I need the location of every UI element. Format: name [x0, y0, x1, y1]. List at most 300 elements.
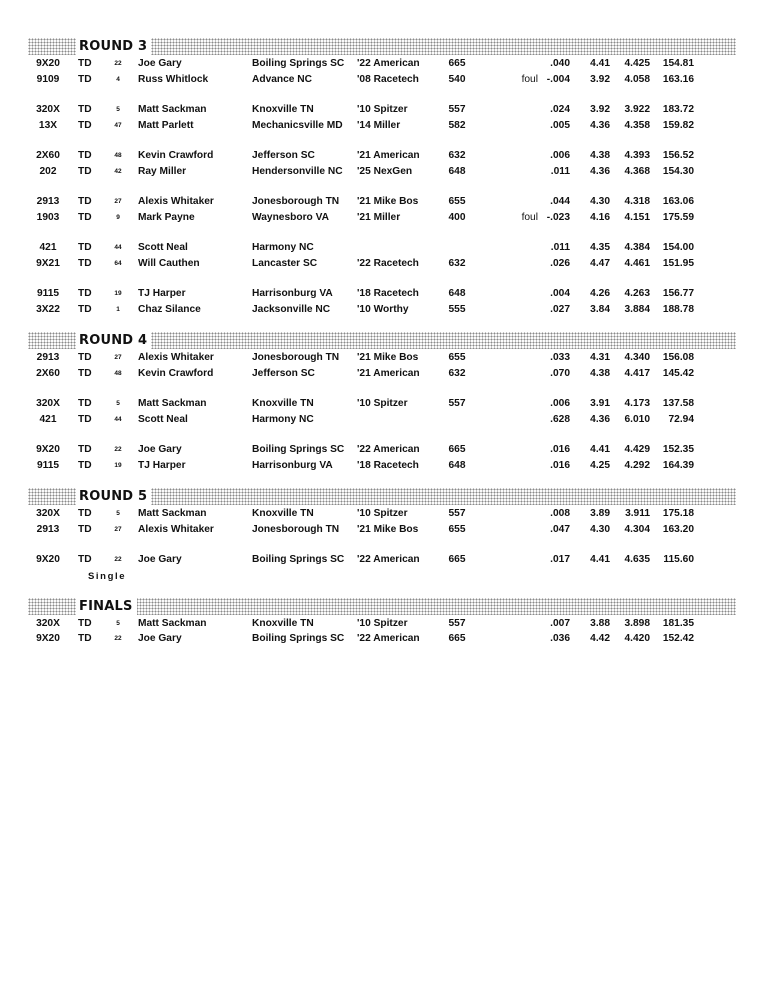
- elapsed-time: 4.384: [624, 242, 650, 253]
- chassis: '25 NexGen: [357, 165, 413, 177]
- cubic-inches: 582: [448, 119, 466, 131]
- round-header-banner: [28, 488, 736, 505]
- race-pairing: [0, 350, 768, 381]
- reaction-time: .008: [550, 508, 570, 519]
- trap-speed: 145.42: [662, 367, 694, 379]
- reaction-time: .044: [550, 196, 570, 207]
- result-row: [0, 442, 768, 458]
- car-number: 2X60: [36, 367, 60, 379]
- entry-number: 47: [114, 121, 122, 129]
- reaction-time: .026: [550, 257, 570, 269]
- round-section: [0, 38, 768, 317]
- cubic-inches: 540: [448, 73, 466, 85]
- reaction-time: .017: [550, 554, 570, 565]
- driver-name: Scott Neal: [138, 413, 188, 425]
- driver-name: Alexis Whitaker: [138, 196, 214, 207]
- result-row: [0, 210, 768, 226]
- trap-speed: 154.81: [662, 58, 694, 69]
- reaction-time: .040: [550, 58, 570, 69]
- sixty-foot-time: 3.89: [590, 508, 610, 519]
- cubic-inches: 632: [448, 257, 466, 269]
- sixty-foot-time: 4.41: [590, 58, 610, 69]
- result-row: [0, 396, 768, 412]
- trap-speed: 188.78: [662, 303, 694, 315]
- result-row: [0, 506, 768, 522]
- class-code: TD: [78, 352, 92, 363]
- class-code: TD: [78, 104, 92, 115]
- round-title: FINALS: [76, 598, 137, 615]
- car-number: 13X: [38, 119, 58, 131]
- hometown: Harrisonburg VA: [252, 288, 333, 299]
- elapsed-time: 4.304: [624, 523, 650, 535]
- sixty-foot-time: 3.91: [590, 398, 610, 409]
- round-section: [0, 488, 768, 598]
- sixty-foot-time: 4.36: [590, 413, 610, 425]
- trap-speed: 183.72: [662, 104, 694, 115]
- chassis: '08 Racetech: [357, 73, 419, 85]
- cubic-inches: 648: [448, 165, 466, 177]
- entry-number: 64: [114, 259, 122, 267]
- class-code: TD: [78, 508, 92, 519]
- chassis: '21 Mike Bos: [357, 352, 419, 363]
- race-pairing: [0, 240, 768, 271]
- cubic-inches: 632: [448, 150, 466, 161]
- result-row: [0, 240, 768, 256]
- class-code: TD: [78, 413, 92, 425]
- trap-speed: 152.35: [662, 444, 694, 455]
- round-title: ROUND 3: [76, 38, 151, 55]
- chassis: '14 Miller: [357, 119, 401, 131]
- hometown: Jefferson SC: [252, 367, 315, 379]
- car-number: 421: [39, 413, 57, 425]
- car-number: 1903: [36, 211, 60, 223]
- class-code: TD: [78, 444, 92, 455]
- driver-name: Matt Sackman: [138, 508, 207, 519]
- entry-number: 44: [114, 415, 122, 423]
- cubic-inches: 655: [448, 352, 466, 363]
- reaction-time: .047: [550, 523, 570, 535]
- sixty-foot-time: 4.42: [590, 633, 610, 644]
- driver-name: Matt Sackman: [138, 398, 207, 409]
- elapsed-time: 4.429: [624, 444, 650, 455]
- elapsed-time: 3.922: [624, 104, 650, 115]
- reaction-time: .007: [550, 617, 570, 629]
- result-row: [0, 256, 768, 272]
- hometown: Boiling Springs SC: [252, 554, 345, 565]
- result-row: [0, 102, 768, 118]
- trap-speed: 159.82: [662, 119, 694, 131]
- reaction-time: -.023: [546, 211, 570, 223]
- sixty-foot-time: 4.38: [590, 150, 610, 161]
- sixty-foot-time: 3.88: [590, 617, 610, 629]
- class-code: TD: [78, 211, 92, 223]
- result-row: [0, 522, 768, 538]
- cubic-inches: 648: [448, 288, 466, 299]
- driver-name: Will Cauthen: [138, 257, 200, 269]
- driver-name: TJ Harper: [138, 459, 186, 471]
- sixty-foot-time: 4.47: [590, 257, 610, 269]
- driver-name: Mark Payne: [138, 211, 195, 223]
- entry-number: 22: [114, 446, 122, 453]
- hometown: Mechanicsville MD: [252, 119, 343, 131]
- car-number: 9X20: [36, 633, 60, 644]
- result-row: [0, 552, 768, 568]
- class-code: TD: [78, 58, 92, 69]
- cubic-inches: 400: [448, 211, 466, 223]
- driver-name: Alexis Whitaker: [138, 523, 214, 535]
- driver-name: Matt Sackman: [138, 617, 207, 629]
- hometown: Waynesboro VA: [252, 211, 329, 223]
- elapsed-time: 4.151: [624, 211, 650, 223]
- hometown: Boiling Springs SC: [252, 58, 345, 69]
- result-row: [0, 458, 768, 474]
- cubic-inches: 557: [448, 617, 466, 629]
- trap-speed: 163.16: [662, 73, 694, 85]
- result-row: [0, 366, 768, 382]
- car-number: 320X: [36, 617, 60, 629]
- hometown: Knoxville TN: [252, 398, 314, 409]
- race-pairing: [0, 148, 768, 179]
- class-code: TD: [78, 367, 92, 379]
- cubic-inches: 632: [448, 367, 466, 379]
- trap-speed: 164.39: [662, 459, 694, 471]
- car-number: 320X: [36, 398, 60, 409]
- car-number: 9115: [36, 459, 60, 471]
- result-row: [0, 302, 768, 318]
- elapsed-time: 4.368: [624, 165, 650, 177]
- entry-number: 44: [114, 244, 122, 251]
- entry-number: 48: [114, 369, 122, 377]
- trap-speed: 175.18: [662, 508, 694, 519]
- hometown: Harrisonburg VA: [252, 459, 333, 471]
- class-code: TD: [78, 242, 92, 253]
- car-number: 2913: [36, 196, 60, 207]
- chassis: '22 American: [357, 554, 420, 565]
- driver-name: Russ Whitlock: [138, 73, 209, 85]
- chassis: '10 Worthy: [357, 303, 409, 315]
- trap-speed: 151.95: [662, 257, 694, 269]
- foul-flag: foul: [521, 73, 538, 85]
- car-number: 320X: [36, 104, 60, 115]
- reaction-time: .006: [550, 398, 570, 409]
- entry-number: 27: [114, 354, 122, 361]
- hometown: Harmony NC: [252, 413, 314, 425]
- chassis: '10 Spitzer: [357, 617, 408, 629]
- trap-speed: 156.08: [662, 352, 694, 363]
- hometown: Jacksonville NC: [252, 303, 331, 315]
- class-code: TD: [78, 165, 92, 177]
- elapsed-time: 3.884: [624, 303, 650, 315]
- sixty-foot-time: 4.35: [590, 242, 610, 253]
- hometown: Harmony NC: [252, 242, 314, 253]
- class-code: TD: [78, 73, 92, 85]
- entry-number: 27: [114, 198, 122, 205]
- hometown: Jonesborough TN: [252, 196, 340, 207]
- car-number: 2913: [36, 352, 60, 363]
- driver-name: Kevin Crawford: [138, 367, 214, 379]
- elapsed-time: 4.173: [624, 398, 650, 409]
- round-section: [0, 598, 768, 647]
- round-header-banner: [28, 332, 736, 349]
- sixty-foot-time: 4.36: [590, 119, 610, 131]
- trap-speed: 72.94: [668, 413, 694, 425]
- driver-name: TJ Harper: [138, 288, 186, 299]
- sixty-foot-time: 4.25: [590, 459, 610, 471]
- reaction-time: -.004: [546, 73, 570, 85]
- class-code: TD: [78, 196, 92, 207]
- race-pairing: [0, 442, 768, 473]
- round-section: [0, 332, 768, 473]
- entry-number: 19: [114, 290, 122, 297]
- result-row: [0, 412, 768, 428]
- result-row: [0, 148, 768, 164]
- chassis: '22 American: [357, 633, 420, 644]
- entry-number: 4: [116, 75, 120, 83]
- race-pairing: [0, 506, 768, 537]
- car-number: 9109: [36, 73, 60, 85]
- class-code: TD: [78, 119, 92, 131]
- entry-number: 19: [114, 461, 122, 469]
- elapsed-time: 4.425: [624, 58, 650, 69]
- driver-name: Matt Parlett: [138, 119, 194, 131]
- elapsed-time: 4.417: [624, 367, 650, 379]
- class-code: TD: [78, 459, 92, 471]
- reaction-time: .027: [550, 303, 570, 315]
- car-number: 421: [39, 242, 57, 253]
- elapsed-time: 4.635: [624, 554, 650, 565]
- elapsed-time: 4.461: [624, 257, 650, 269]
- chassis: '22 American: [357, 444, 420, 455]
- trap-speed: 137.58: [662, 398, 694, 409]
- chassis: '22 American: [357, 58, 420, 69]
- class-code: TD: [78, 554, 92, 565]
- elapsed-time: 4.358: [624, 119, 650, 131]
- reaction-time: .024: [550, 104, 570, 115]
- reaction-time: .016: [550, 444, 570, 455]
- hometown: Advance NC: [252, 73, 313, 85]
- sixty-foot-time: 4.41: [590, 444, 610, 455]
- car-number: 2X60: [36, 150, 60, 161]
- elapsed-time: 3.911: [625, 508, 650, 519]
- race-pairing: [0, 396, 768, 427]
- driver-name: Joe Gary: [138, 444, 182, 455]
- entry-number: 48: [114, 152, 122, 159]
- class-code: TD: [78, 288, 92, 299]
- car-number: 3X22: [36, 303, 60, 315]
- race-pairing: [0, 616, 768, 647]
- cubic-inches: 665: [448, 58, 466, 69]
- result-row: [0, 616, 768, 632]
- cubic-inches: 557: [448, 104, 466, 115]
- chassis: '10 Spitzer: [357, 398, 408, 409]
- class-code: TD: [78, 257, 92, 269]
- cubic-inches: 655: [448, 196, 466, 207]
- hometown: Knoxville TN: [252, 104, 314, 115]
- elapsed-time: 3.898: [624, 617, 650, 629]
- driver-name: Scott Neal: [138, 242, 188, 253]
- result-row: [0, 118, 768, 134]
- hometown: Boiling Springs SC: [252, 444, 345, 455]
- class-code: TD: [78, 617, 92, 629]
- reaction-time: .628: [550, 413, 570, 425]
- entry-number: 22: [114, 635, 122, 642]
- trap-speed: 163.06: [662, 196, 694, 207]
- driver-name: Matt Sackman: [138, 104, 207, 115]
- hometown: Knoxville TN: [252, 508, 314, 519]
- elapsed-time: 4.393: [624, 150, 650, 161]
- class-code: TD: [78, 150, 92, 161]
- single-run-label: Single: [88, 570, 127, 582]
- chassis: '18 Racetech: [357, 288, 419, 299]
- trap-speed: 154.00: [662, 242, 694, 253]
- trap-speed: 152.42: [662, 633, 694, 644]
- car-number: 9X20: [36, 444, 60, 455]
- cubic-inches: 665: [448, 444, 466, 455]
- result-row: [0, 194, 768, 210]
- result-row: [0, 350, 768, 366]
- sixty-foot-time: 4.38: [590, 367, 610, 379]
- car-number: 2913: [36, 523, 60, 535]
- elapsed-time: 4.263: [624, 288, 650, 299]
- hometown: Boiling Springs SC: [252, 633, 345, 644]
- cubic-inches: 557: [448, 398, 466, 409]
- reaction-time: .004: [550, 288, 570, 299]
- reaction-time: .006: [550, 150, 570, 161]
- driver-name: Joe Gary: [138, 554, 182, 565]
- sixty-foot-time: 3.92: [590, 104, 610, 115]
- round-header-banner: [28, 38, 736, 55]
- reaction-time: .036: [550, 633, 570, 644]
- reaction-time: .011: [550, 165, 570, 177]
- entry-number: 22: [114, 556, 122, 563]
- sixty-foot-time: 4.26: [590, 288, 610, 299]
- result-row: [0, 164, 768, 180]
- race-pairing: [0, 102, 768, 133]
- cubic-inches: 655: [448, 523, 466, 535]
- trap-speed: 181.35: [662, 617, 694, 629]
- car-number: 9115: [36, 288, 60, 299]
- trap-speed: 163.20: [662, 523, 694, 535]
- car-number: 320X: [36, 508, 60, 519]
- class-code: TD: [78, 633, 92, 644]
- chassis: '21 American: [357, 367, 420, 379]
- entry-number: 42: [114, 167, 122, 175]
- entry-number: 9: [116, 213, 120, 221]
- sixty-foot-time: 4.31: [590, 352, 610, 363]
- hometown: Hendersonville NC: [252, 165, 343, 177]
- hometown: Jonesborough TN: [252, 352, 340, 363]
- result-row: [0, 56, 768, 72]
- elapsed-time: 4.318: [624, 196, 650, 207]
- sixty-foot-time: 4.30: [590, 523, 610, 535]
- trap-speed: 115.60: [663, 554, 694, 565]
- driver-name: Chaz Silance: [138, 303, 201, 315]
- entry-number: 5: [116, 510, 120, 517]
- chassis: '10 Spitzer: [357, 104, 408, 115]
- class-code: TD: [78, 398, 92, 409]
- hometown: Jonesborough TN: [252, 523, 340, 535]
- result-row: [0, 631, 768, 647]
- round-title: ROUND 4: [76, 332, 151, 349]
- foul-flag: foul: [521, 211, 538, 223]
- chassis: '18 Racetech: [357, 459, 419, 471]
- result-row: [0, 72, 768, 88]
- elapsed-time: 4.340: [624, 352, 650, 363]
- entry-number: 5: [116, 400, 120, 407]
- elapsed-time: 4.058: [624, 73, 650, 85]
- car-number: 9X20: [36, 554, 60, 565]
- trap-speed: 175.59: [662, 211, 694, 223]
- sixty-foot-time: 4.30: [590, 196, 610, 207]
- reaction-time: .005: [550, 119, 570, 131]
- hometown: Knoxville TN: [252, 617, 314, 629]
- cubic-inches: 555: [448, 303, 466, 315]
- driver-name: Alexis Whitaker: [138, 352, 214, 363]
- sixty-foot-time: 4.16: [590, 211, 610, 223]
- race-pairing: [0, 286, 768, 317]
- cubic-inches: 557: [448, 508, 466, 519]
- round-title: ROUND 5: [76, 488, 151, 505]
- chassis: '21 Miller: [357, 211, 401, 223]
- trap-speed: 154.30: [662, 165, 694, 177]
- entry-number: 27: [114, 525, 122, 533]
- sixty-foot-time: 4.36: [590, 165, 610, 177]
- car-number: 202: [39, 165, 57, 177]
- result-row: [0, 286, 768, 302]
- race-pairing: [0, 56, 768, 87]
- trap-speed: 156.52: [662, 150, 694, 161]
- cubic-inches: 648: [448, 459, 466, 471]
- round-header-banner: [28, 598, 736, 615]
- race-pairing: [0, 194, 768, 225]
- elapsed-time: 6.010: [624, 413, 650, 425]
- chassis: '10 Spitzer: [357, 508, 408, 519]
- entry-number: 1: [116, 305, 120, 313]
- entry-number: 5: [116, 106, 120, 113]
- reaction-time: .070: [550, 367, 570, 379]
- sixty-foot-time: 3.84: [590, 303, 610, 315]
- cubic-inches: 665: [448, 633, 466, 644]
- elapsed-time: 4.292: [624, 459, 650, 471]
- hometown: Jefferson SC: [252, 150, 315, 161]
- reaction-time: .016: [550, 459, 570, 471]
- cubic-inches: 665: [448, 554, 466, 565]
- chassis: '21 American: [357, 150, 420, 161]
- chassis: '21 Mike Bos: [357, 523, 419, 535]
- sixty-foot-time: 3.92: [590, 73, 610, 85]
- chassis: '22 Racetech: [357, 257, 419, 269]
- entry-number: 5: [116, 619, 120, 627]
- entry-number: 22: [114, 60, 122, 67]
- trap-speed: 156.77: [662, 288, 694, 299]
- results-sheet: [0, 38, 768, 662]
- elapsed-time: 4.420: [624, 633, 650, 644]
- reaction-time: .033: [550, 352, 570, 363]
- driver-name: Kevin Crawford: [138, 150, 214, 161]
- class-code: TD: [78, 523, 92, 535]
- driver-name: Ray Miller: [138, 165, 187, 177]
- car-number: 9X21: [36, 257, 60, 269]
- hometown: Lancaster SC: [252, 257, 318, 269]
- chassis: '21 Mike Bos: [357, 196, 419, 207]
- class-code: TD: [78, 303, 92, 315]
- driver-name: Joe Gary: [138, 58, 182, 69]
- car-number: 9X20: [36, 58, 60, 69]
- driver-name: Joe Gary: [138, 633, 182, 644]
- sixty-foot-time: 4.41: [590, 554, 610, 565]
- reaction-time: .011: [550, 242, 570, 253]
- race-pairing: [0, 552, 768, 568]
